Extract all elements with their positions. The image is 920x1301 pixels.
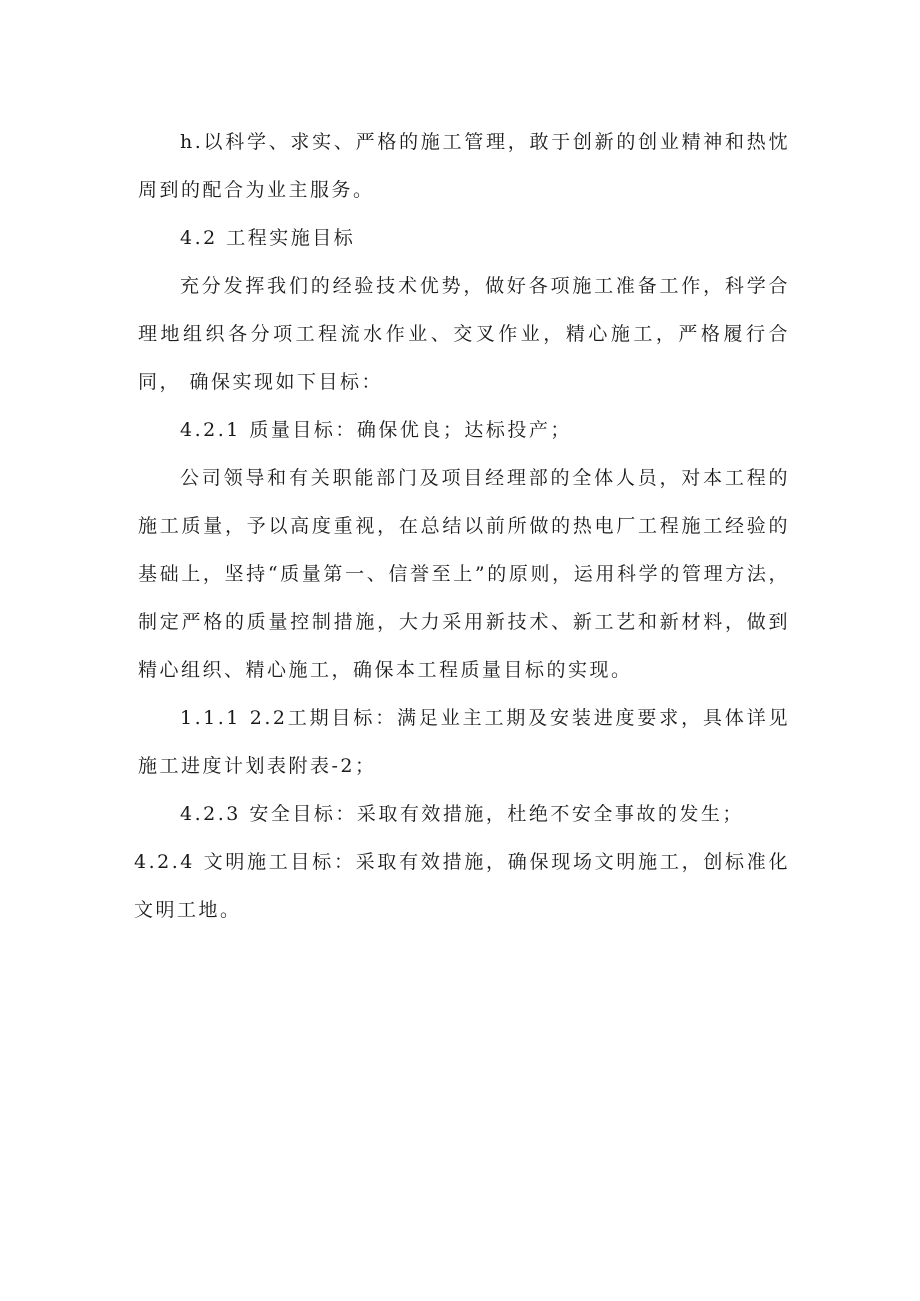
paragraph-quality-commitment: 公司领导和有关职能部门及项目经理部的全体人员，对本工程的 施工质量，予以高度重视，在总结以前所做的热电厂工程施工经验的 基础上，坚持“质量第一、信誉至上”的原则，运用科学的管理方法， 制定严格的质量控制措施，大力采用新技术、新工艺和新材料，做到 精心组织、精心施工，确保本工程质量目标的实现。	[138, 467, 790, 681]
paragraph-implementation-goals: 充分发挥我们的经验技术优势，做好各项施工准备工作，科学合 理地组织各分项工程流水作业、交叉作业，精心施工，严格履行合同， 确保实现如下目标：	[138, 275, 790, 393]
paragraph-civilized-construction-goal: 4.2.4 文明施工目标：采取有效措施，确保现场文明施工，创标准化 文明工地。	[134, 851, 790, 921]
section-heading-4-2-1: 4.2.1 质量目标：确保优良；达标投产；	[180, 419, 572, 441]
document-body	[134, 118, 790, 934]
paragraph-schedule-goal: 1.1.1 2.2工期目标：满足业主工期及安装进度要求，具体详见施工进度计划表附表-2；	[138, 707, 790, 777]
section-heading-4-2-3: 4.2.3 安全目标：采取有效措施，杜绝不安全事故的发生；	[180, 803, 744, 825]
section-heading-4-2: 4.2 工程实施目标	[180, 227, 356, 249]
paragraph-construction-management: h.以科学、求实、严格的施工管理，敢于创新的创业精神和热忱周到的配合为业主服务。	[138, 131, 790, 201]
